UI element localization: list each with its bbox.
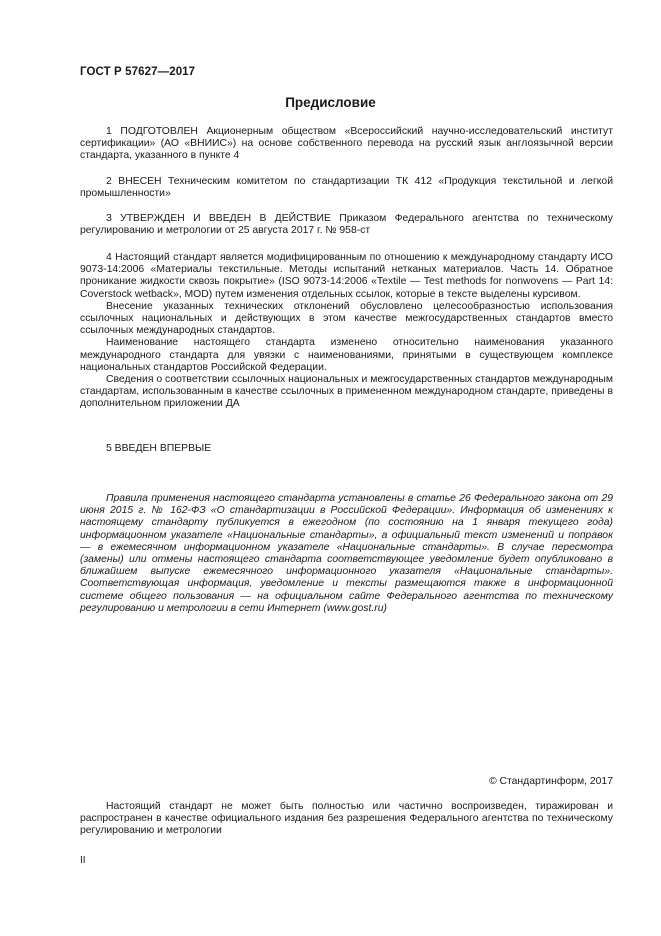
item-4-references: Сведения о соответствии ссылочных национальных и межгосударственных стандартов международным стандартам, использованным в качестве ссылочных в примененном международном стандарте, приведены в дополнительном приложении ДА — [80, 374, 613, 410]
item-5 — [80, 443, 613, 455]
reproduction-notice — [80, 801, 613, 838]
item-3-text: 3 УТВЕРЖДЕН И ВВЕДЕН В ДЕЙСТВИЕ Приказом Федерального агентства по техническому регулированию и метрологии от 25 августа 2017 г. № 958-ст — [80, 213, 613, 237]
item-2 — [80, 176, 613, 200]
item-1 — [80, 126, 613, 163]
item-4-deviations: Внесение указанных технических отклонений обусловлено целесообразностью использования ссылочных национальных и действующих в этом качестве межгосударственных стандартов вместо ссылочных международных стандартов. — [80, 300, 613, 337]
item-4-naming: Наименование настоящего стандарта изменено относительно наименования указанного международного стандарта для увязки с наименованиями, принятыми в существующем комплексе национальных стандартов Российской Федерации. — [80, 337, 613, 373]
page-number: II — [80, 855, 86, 866]
item-1-text: 1 ПОДГОТОВЛЕН Акционерным обществом «Всероссийский научно-исследовательский институт сертификации» (АО «ВНИИС») на основе собственного перевода на русский язык англоязычной версии стандарта, указанного в пункте 4 — [80, 126, 613, 162]
rules-note — [80, 493, 613, 615]
page-title: Предисловие — [285, 95, 376, 110]
rules-note-text: Правила применения настоящего стандарта установлены в статье 26 Федерального закона от 29 июня 2015 г. № 162-ФЗ «О стандартизации в Российской Федерации». Информация об изменениях к настоящему стандарту публикуется в ежегодном (по состоянию на 1 января текущего года) информационном указателе «Национальные стандарты», а официальный текст изменений и поправок — в ежемесячном информационном указателе «Национальные стандарты». В случае пересмотра (замены) или отмены настоящего стандарта соответствующее уведомление будет опубликовано в ближайшем выпуске ежемесячного информационного указателя «Национальные стандарты». Соответствующая информация, уведомление и тексты размещаются также в информационной системе общего пользования — на официальном сайте Федерального агентства по техническому регулированию и метрологии в сети Интернет (www.gost.ru) — [80, 493, 613, 614]
copyright: © Стандартинформ, 2017 — [488, 776, 613, 787]
item-3 — [80, 213, 613, 237]
reproduction-notice-text: Настоящий стандарт не может быть полностью или частично воспроизведен, тиражирован и распространен в качестве официального издания без разрешения Федерального агентства по техническому регулированию и метрологии — [80, 801, 613, 837]
item-4-text: 4 Настоящий стандарт является модифицированным по отношению к международному стандарту ИСО 9073-14:2006 «Материалы текстильные. Методы испытаний нетканых материалов. Часть 14. Обратное проникание жидкости сквозь покрытие» (ISO 9073-14:2006 «Textile — Test methods for nonwovens — Part 14: Coverstock wetback», MOD) путем изменения отдельных ссылок, которые в тексте выделены курсивом. — [80, 252, 613, 300]
item-2-text: 2 ВНЕСЕН Техническим комитетом по стандартизации ТК 412 «Продукция текстильной и легкой промышленности» — [80, 176, 613, 200]
item-4 — [80, 252, 613, 411]
item-5-text: 5 ВВЕДЕН ВПЕРВЫЕ — [106, 443, 212, 454]
standard-code: ГОСТ Р 57627—2017 — [80, 66, 196, 78]
